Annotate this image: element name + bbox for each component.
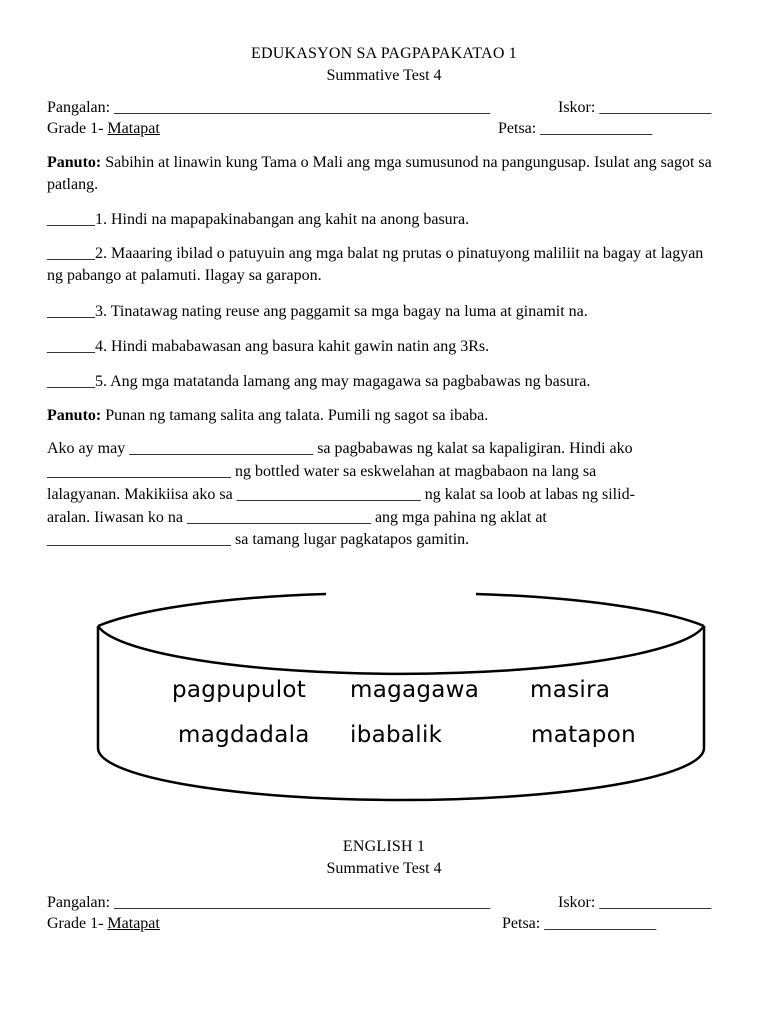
section2-name-row — [47, 894, 490, 912]
name-label: Pangalan: — [47, 894, 115, 911]
instruction-2-label: Panuto: — [47, 407, 102, 424]
word-bank-item: magdadala — [178, 722, 310, 748]
score-blank[interactable]: ______________ — [599, 99, 712, 116]
score-blank[interactable]: ______________ — [599, 894, 712, 911]
date-label: Petsa: — [502, 915, 545, 932]
instruction-2 — [47, 405, 727, 427]
instruction-2-text: Punan ng tamang salita ang talata. Pumili ng sagot sa ibaba. — [101, 407, 489, 424]
grade-label: Grade 1- — [47, 915, 108, 932]
word-bank-item: magagawa — [350, 677, 480, 703]
score-label: Iskor: — [558, 894, 600, 911]
section2-score-row — [558, 894, 711, 912]
paragraph-line-5: _______________________ sa tamang lugar pagkatapos gamitin. — [47, 531, 470, 548]
section1-date-row — [498, 120, 652, 138]
instruction-1 — [47, 152, 727, 196]
name-label: Pangalan: — [47, 99, 115, 116]
item-5: ______5. Ang mga matatanda lamang ang may magagawa sa pagbabawas ng basura. — [47, 373, 591, 390]
section2-grade-row — [47, 915, 160, 933]
word-bank-item: masira — [530, 677, 611, 703]
section2-title: ENGLISH 1 — [342, 838, 426, 855]
word-bank-item: matapon — [531, 722, 636, 748]
section1-subtitle: Summative Test 4 — [326, 67, 442, 84]
instruction-1-label: Panuto: — [47, 154, 102, 171]
section1-name-row — [47, 99, 490, 117]
section1-grade-row — [47, 120, 160, 138]
paragraph-line-1: Ako ay may _______________________ sa pagbabawas ng kalat sa kapaligiran. Hindi ako — [47, 440, 633, 457]
grade-label: Grade 1- — [47, 120, 108, 137]
grade-section: Matapat — [107, 915, 160, 932]
item-4: ______4. Hindi mababawasan ang basura kahit gawin natin ang 3Rs. — [47, 338, 490, 355]
date-blank[interactable]: ______________ — [540, 120, 653, 137]
item-2: ______2. Maaaring ibilad o patuyuin ang mga balat ng prutas o pinatuyong maliliit na bagay at lagyan ng pabango at palamuti. Ilagay sa garapon. — [47, 245, 704, 284]
word-bank-item: pagpupulot — [172, 677, 307, 703]
grade-section: Matapat — [107, 120, 160, 137]
item-1: ______1. Hindi na mapapakinabangan ang kahit na anong basura. — [47, 211, 470, 228]
name-blank[interactable]: _______________________________________________ — [114, 99, 491, 116]
section1-score-row — [558, 99, 711, 117]
name-blank[interactable]: _______________________________________________ — [114, 894, 491, 911]
date-label: Petsa: — [498, 120, 541, 137]
word-bank-item: ibabalik — [350, 722, 443, 748]
section2-date-row — [502, 915, 656, 933]
section2-subtitle: Summative Test 4 — [326, 860, 442, 877]
date-blank[interactable]: ______________ — [544, 915, 657, 932]
section1-title: EDUKASYON SA PAGPAPAKATAO 1 — [251, 45, 517, 62]
paragraph-line-2: _______________________ ng bottled water sa eskwelahan at magbabaon na lang sa — [47, 463, 597, 480]
item-3: ______3. Tinatawag nating reuse ang paggamit sa mga bagay na luma at ginamit na. — [47, 303, 588, 320]
score-label: Iskor: — [558, 99, 600, 116]
instruction-1-text: Sabihin at linawin kung Tama o Mali ang mga sumusunod na pangungusap. Isulat ang sagot sa patlang. — [47, 154, 712, 193]
paragraph-line-4: aralan. Iiwasan ko na _______________________ ang mga pahina ng aklat at — [47, 509, 547, 526]
paragraph-line-3: lalagyanan. Makikiisa ako sa _______________________ ng kalat sa loob at labas ng silid- — [47, 486, 635, 503]
